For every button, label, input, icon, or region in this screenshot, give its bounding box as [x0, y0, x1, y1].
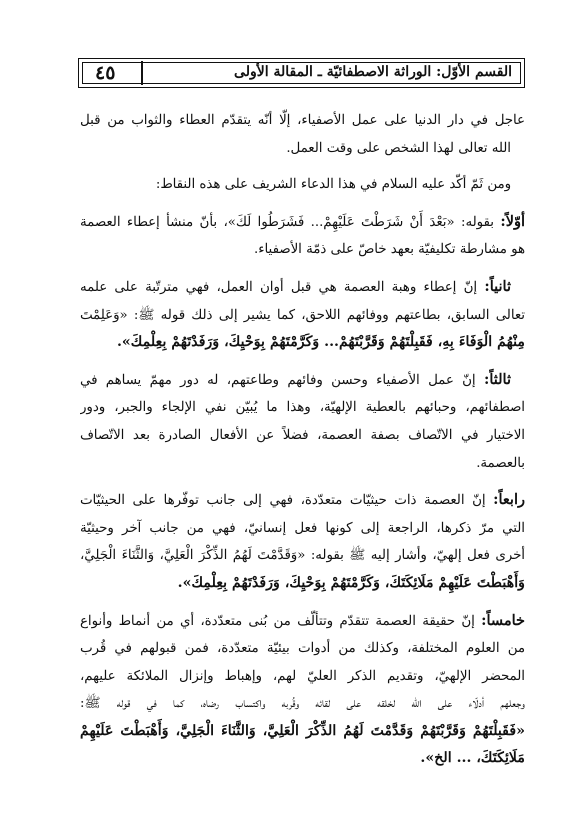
- text-line: المحضر الإلهيّ، وتقديم الذكر العليّ لهم، وإهباط وإنزال الملائكة عليهم،: [80, 668, 525, 684]
- quote-line: «فَقَبِلْتَهُمْ وَقَرَّبْتَهُمْ وَقَدَّمْتَ لَهُمُ الذِّكْرَ الْعَلِيَّ، وَالثَّنَاءَ الْجَلِيَّ، وَأَهْبَطْتَ عَلَيْهِمْ: [80, 722, 525, 739]
- text-line: هو مشارطة تكليفيّة بعهد خاصّ على ذمّة الأصفياء.: [254, 242, 525, 258]
- text-line: تعالى السابق، بطاعتهم ووفائهم اللاحق، كما يشير إلى ذلك قوله ﷺ: «وَعَلِمْتَ: [80, 307, 525, 323]
- text-line: اصطفائهم، وحبائهم بالعطية الإلهيّة، وهذا ما يُبيّن نفي الإلجاء والجبر، ودور: [80, 400, 525, 416]
- text-line: الاختيار في الاتّصاف بصفة العصمة، فضلاً عن الأفعال الصادرة بعد الاتّصاف: [80, 427, 525, 443]
- text-line: من العلوم المختلفة، وكذلك من أدوات بيئيّة متعدّدة، فمن قبولهم في قُرب: [80, 641, 525, 657]
- point-lead: ثالثاً:: [483, 370, 511, 388]
- text-line: [80, 366, 525, 395]
- text-line: وجعلهم أدلّاء على الله لخلقه على لقائه وقُربه واكتساب رضاه، كما في قوله ﷺ:: [80, 696, 525, 712]
- point-lead: خامساً:: [481, 611, 525, 629]
- text-line: أخرى فعل إلهيّ، وأشار إليه ﷺ بقوله: «وَقَدَّمْتَ لَهُمُ الذِّكْرَ الْعَلِيَّ، وَالثَّنَاءَ الْجَلِيَّ،: [80, 548, 525, 564]
- paragraph-fourth-point: [80, 486, 525, 597]
- page-number: ٤٥: [95, 62, 116, 84]
- running-title: القسم الأوّل: الوراثة الاصطفائيّة ـ المقالة الأولى: [234, 64, 512, 80]
- text-line: التي مرّ ذكرها، الراجعة إلى كونها فعل إنسانيّ، فهي من جانب آخر وحيثيّة: [80, 520, 525, 536]
- paragraph-second-point: [80, 273, 525, 357]
- point-text: إنّ إعطاء وهبة العصمة هي قبل أوان العمل، فهي مترتّبة على علمه: [80, 279, 478, 295]
- text-line: [80, 208, 525, 237]
- point-lead: ثانياً:: [484, 277, 511, 295]
- page-header: [78, 58, 525, 88]
- paragraph-first-point: [80, 208, 525, 264]
- body-text: [80, 107, 525, 773]
- quote-line: مَلَائِكَتَكَ، ... الخ».: [420, 750, 525, 767]
- text-line: [80, 273, 525, 302]
- paragraph-third-point: [80, 366, 525, 477]
- paragraph-points-intro: [80, 171, 525, 199]
- point-lead: أوّلاً:: [500, 212, 525, 230]
- quote-line: مِنْهُمُ الْوَفَاءَ بِهِ، فَقَبِلْتَهُمْ وَقَرَّبْتَهُمْ... وَكَرَّمْتَهُمْ بِوَحْيِكَ، وَرَفَدْتَهُمْ بِعِلْمِكَ».: [116, 334, 525, 351]
- point-text: إنّ عمل الأصفياء وحسن وفائهم وطاعتهم، له دور مهمّ يساهم في: [80, 372, 476, 388]
- text-line: عاجل في دار الدنيا على عمل الأصفياء، إلّا أنّه يتقدّم العطاء والثواب من قبل: [80, 113, 525, 128]
- text-line: ومن ثَمّ أكّد عليه السلام في هذا الدعاء الشريف على هذه النقاط:: [155, 177, 511, 193]
- text-line: [80, 607, 525, 636]
- text-line: بالعصمة.: [476, 455, 525, 471]
- header-divider: [141, 61, 143, 85]
- text-line: الله تعالى لهذا الشخص على وقت العمل.: [286, 140, 511, 156]
- point-text: بقوله: «بَعْدَ أَنْ شَرَطْتَ عَلَيْهِمْ... فَشَرَطُوا لَكَ»، بأنّ منشأ إعطاء العصمة: [80, 214, 494, 230]
- paragraph-fifth-point: [80, 607, 525, 774]
- point-lead: رابعاً:: [493, 491, 525, 509]
- point-text: إنّ حقيقة العصمة تتقدّم وتتألّف من بُنى متعدّدة، أي من أنماط وأنواع: [80, 613, 475, 629]
- quote-line: وَأَهْبَطْتَ عَلَيْهِمْ مَلَائِكَتَكَ، وَكَرَّمْتَهُمْ بِوَحْيِكَ، وَرَفَدْتَهُمْ بِعِلْمِكَ».: [177, 574, 525, 591]
- paragraph-intro: [80, 107, 525, 162]
- point-text: إنّ العصمة ذات حيثيّات متعدّدة، فهي إلى جانب توفّرها على الحيثيّات: [80, 493, 486, 509]
- text-line: [80, 486, 525, 515]
